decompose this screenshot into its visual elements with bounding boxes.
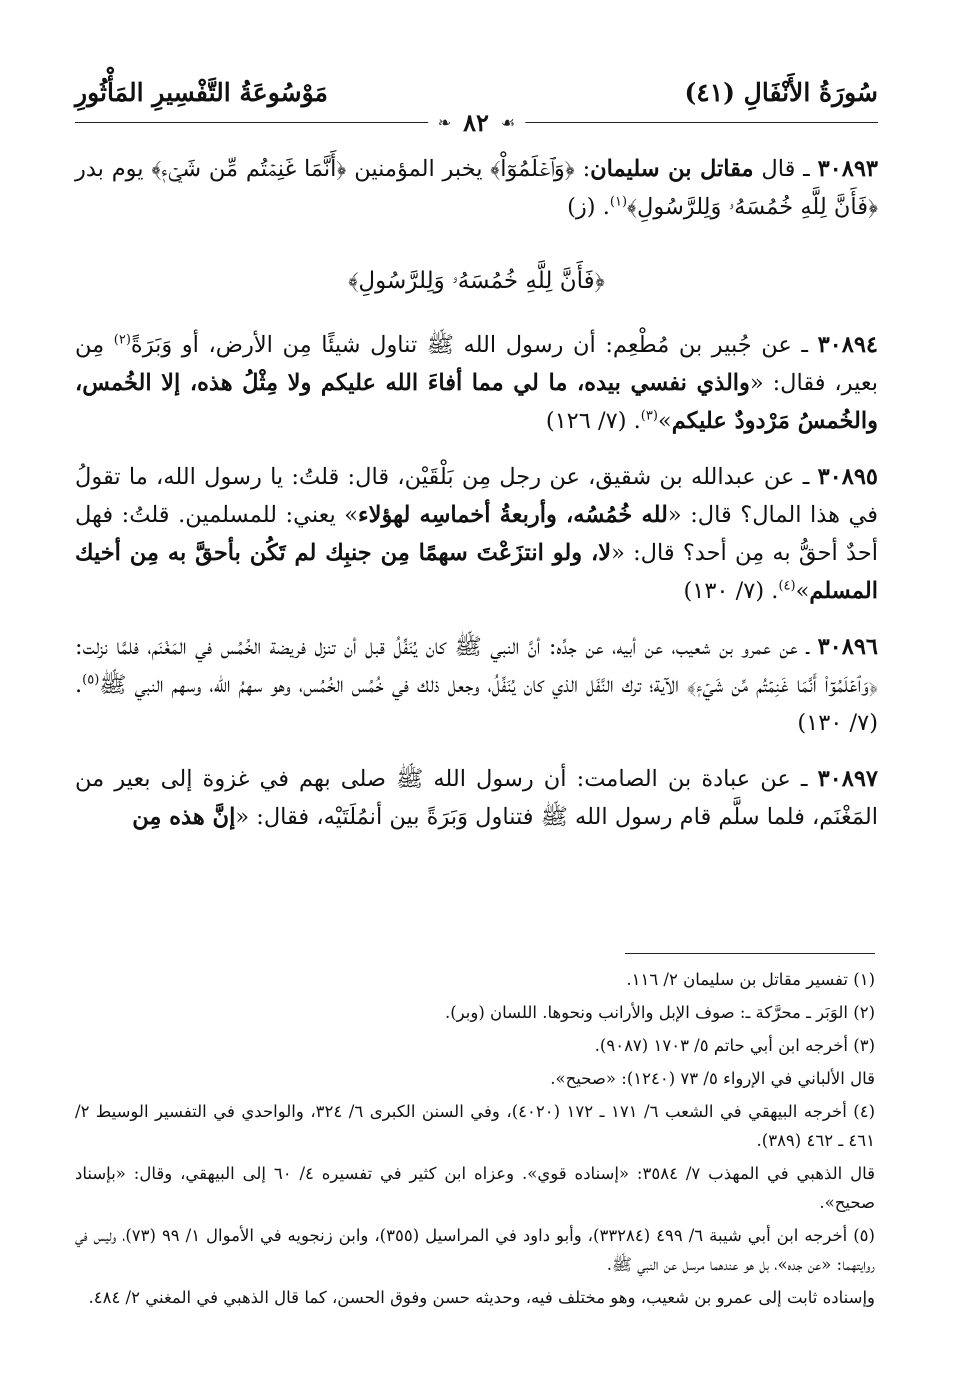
- surah-title: سُورَةُ الأَنْفَالِ (٤١): [684, 78, 878, 107]
- footnotes: [75, 965, 875, 1316]
- body-text: »: [657, 408, 672, 434]
- hadith-paragraph: [75, 458, 878, 610]
- quoted-text: إنَّ هذه مِن: [132, 804, 236, 830]
- footnote-ref: (٢): [113, 332, 131, 348]
- footnote: (٥) أخرجه ابن أبي شيبة ٦/ ٤٩٩ (٣٣٢٨٤)، وأبو داود في المراسيل (٣٥٥)، وابن زنجويه في الأموال ١/ ٩٩ (٧٣)، وليس في روايتهما: «عن جده»، بل هو عندهما مرسل عن النبي ﷺ.: [75, 1226, 875, 1274]
- quoted-text: مقاتل بن سليمان: [590, 156, 754, 182]
- hadith-paragraph: [75, 760, 878, 836]
- ornament-left-icon: ❧: [437, 113, 452, 132]
- hadith-paragraph: [75, 150, 878, 226]
- page-number-block: [428, 108, 526, 137]
- body-text: ـ قال: [753, 156, 818, 182]
- body-text: مِن بعير، فقال: «: [75, 332, 878, 396]
- footnote: (٤) أخرجه البيهقي في الشعب ٦/ ١٧١ ـ ١٧٢ (٤٠٢٠)، وفي السنن الكبرى ٦/ ٣٢٤، والواحدي في التفسير الوسيط ٢/ ٤٦١ ـ ٤٦٢ (٣٨٩).: [75, 1102, 876, 1150]
- footnote: وإسناده ثابت إلى عمرو بن شعيب، وهو مختلف فيه، وحديثه حسن وفوق الحسن، كما قال الذهبي في المغني ٢/ ٤٨٤.: [88, 1288, 875, 1307]
- body-text: ـ عن عبدالله بن شقيق، عن رجل مِن بَلْقَيْن، قال: قلتُ: يا رسول الله، ما تقولُ في هذا المال؟ قال: «: [75, 464, 878, 528]
- section-heading: ﴿فَأَنَّ لِلَّهِ خُمُسَهُۥ وَلِلرَّسُولِ﴾: [348, 268, 605, 294]
- footnote: قال الألباني في الإرواء ٥/ ٧٣ (١٢٤٠): «صحيح».: [550, 1069, 875, 1088]
- paragraph-group-1: [75, 150, 878, 226]
- ornament-right-icon: ☙: [500, 113, 516, 132]
- page-number: ٨٢: [463, 108, 489, 137]
- body-text: . (٧/ ١٣٠): [683, 578, 779, 604]
- body-text: : ﴿وَٱعۡلَمُوٓاْ﴾ يخبر المؤمنين ﴿أَنَّمَا غَنِمۡتُم مِّن شَيۡءٖ﴾ يوم بدر ﴿فَأَنَّ لِلَّهِ خُمُسَهُۥ وَلِلرَّسُولِ﴾: [75, 156, 878, 220]
- quoted-text: والذي نفسي بيده، ما لي مما أفاءَ الله عليكم ولا مِثْلُ هذه، إلا الخُمس، والخُمسُ مَرْدودٌ عليكم: [75, 370, 878, 434]
- footnote-ref: (٥): [82, 672, 100, 688]
- footnote: (٢) الوَبَر ـ محرَّكة ـ: صوف الإبل والأرانب ونحوها. اللسان (وبر).: [444, 1003, 875, 1022]
- paragraph-number: ٣٠٨٩٥: [817, 464, 878, 490]
- body-text: . (٧/ ١٢٦): [545, 408, 641, 434]
- footnote: قال الذهبي في المهذب ٧/ ٣٥٨٤: «إسناده قوي». وعزاه ابن كثير في تفسيره ٤/ ٦٠ إلى البيهقي، وقال: «بإسناد صحيح».: [75, 1164, 876, 1212]
- body-text: . (ز): [567, 194, 610, 220]
- footnote-rule: [625, 953, 875, 954]
- paragraph-number: ٣٠٨٩٣: [817, 156, 878, 182]
- body-text: »: [795, 578, 810, 604]
- footnote-ref: (٤): [778, 578, 796, 594]
- body-text: ـ عن عمرو بن شعيب، عن أبيه، عن جدِّه: أنَّ النبي ﷺ كان يُنَفِّلُ قبل أن تنزل فريضة الخُمُس في المَغْنَم، فلمَّا نزلت: ﴿وَٱعۡلَمُوٓاْ أَنَّمَا غَنِمۡتُم مِّن شَيۡءٖ﴾ الآية؛ ترك النَّفَل الذي كان يُنَفِّلُ، وجعل ذلك في خُمُس الخُمُس، وهو سهمُ الله، وسهم النبي ﷺ: [75, 634, 878, 698]
- hadith-paragraph: [75, 326, 878, 440]
- page-header: [75, 70, 878, 137]
- paragraph-group-2: [75, 326, 878, 836]
- body-text: » يعني: للمسلمين. قلتُ: فهل أحدٌ أحقُّ به مِن أحد؟ قال: «: [75, 502, 878, 566]
- body-text: . (٧/ ١٣٠): [75, 672, 878, 736]
- footnote: (٣) أخرجه ابن أبي حاتم ٥/ ١٧٠٣ (٩٠٨٧).: [594, 1036, 875, 1055]
- quoted-text: لا، ولو انتزَعْتَ سهمًا مِن جنبِك لم تَكُن بأحقَّ به مِن أخيك المسلم: [75, 540, 878, 604]
- book-title: مَوْسُوعَةُ التَّفْسِيرِ المَأْثُورِ: [75, 78, 328, 107]
- footnote-ref: (٣): [640, 408, 658, 424]
- footnote-ref: (١): [609, 194, 628, 210]
- paragraph-number: ٣٠٨٩٤: [817, 332, 878, 358]
- quoted-text: لله خُمُسُه، وأربعةُ أخماسِه لهؤلاء: [358, 502, 668, 528]
- body-text: ـ عن عبادة بن الصامت: أن رسول الله ﷺ صلى بهم في غزوة إلى بعير من المَغْنَم، فلما سلَّم قام رسول الله ﷺ فتناول وَبَرَةً بين أنمُلَتَيْه، فقال: «: [75, 766, 878, 830]
- footnote: (١) تفسير مقاتل بن سليمان ٢/ ١١٦.: [626, 970, 875, 989]
- hadith-paragraph: [75, 628, 878, 742]
- paragraph-number: ٣٠٨٩٧: [817, 766, 878, 792]
- main-text: [75, 150, 878, 854]
- paragraph-number: ٣٠٨٩٦: [817, 634, 878, 660]
- body-text: ـ عن جُبير بن مُطْعِم: أن رسول الله ﷺ تناول شيئًا مِن الأرض، أو وَبَرَةً: [130, 332, 818, 358]
